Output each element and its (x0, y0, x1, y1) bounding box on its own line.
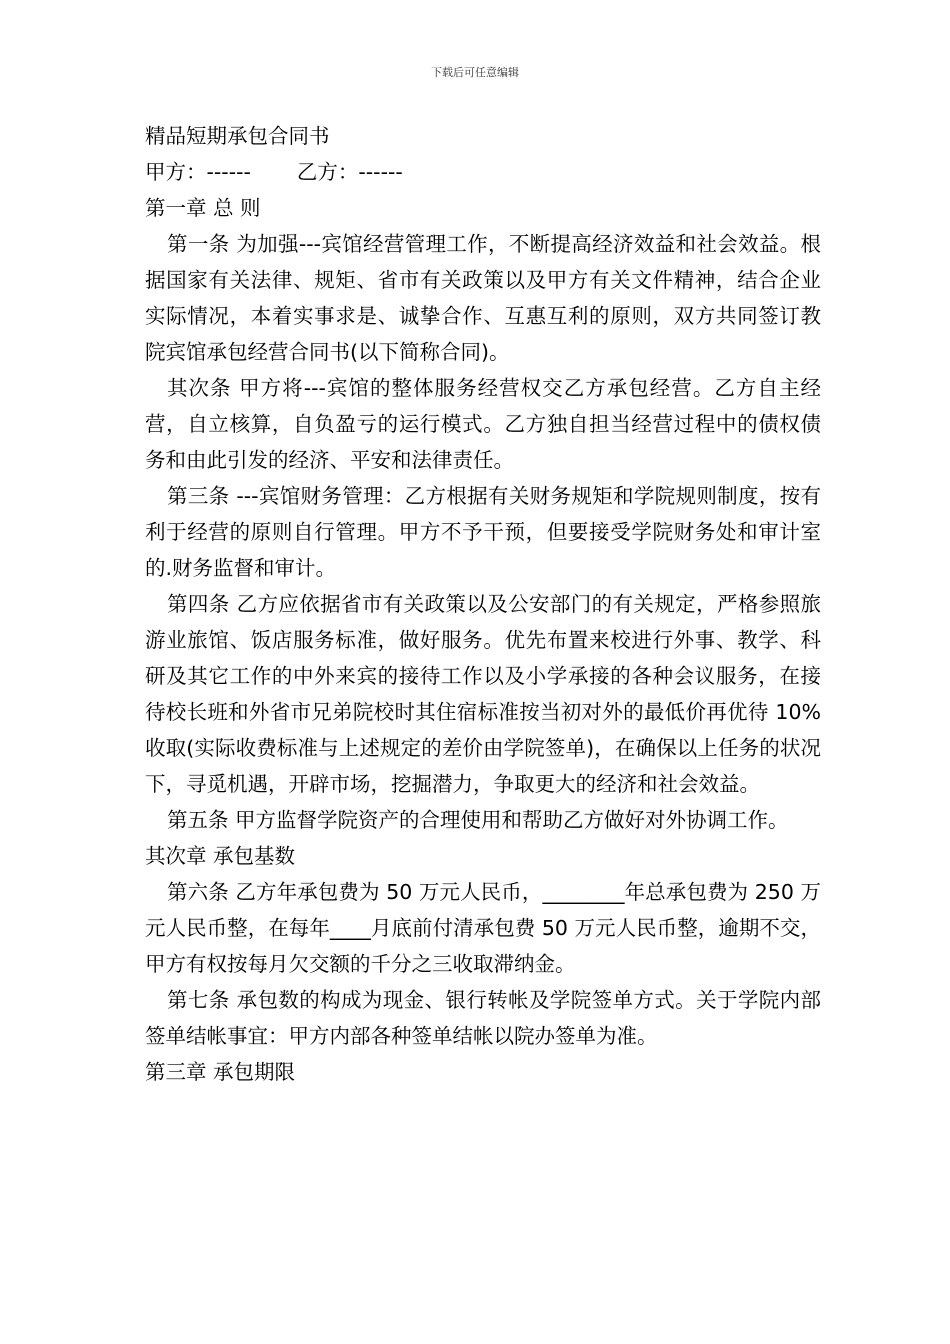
chapter-heading-2: 其次章 承包基数 (145, 844, 296, 868)
article-4: 第四条 乙方应依据省市有关政策以及公安部门的有关规定，严格参照旅游业旅馆、饭店服务标准，做好服务。优先布置来校进行外事、教学、科研及其它工作的中外来宾的接待工作以及小学承接的各种会议服务，在接待校长班和外省市兄弟院校时其住宿标准按当初对外的最低价再优待 10%收取(实际收费标准与上述规定的差价由学院签单)，在确保以上任务的状况下，寻觅机遇，开辟市场，挖掘潜力，争取更大的经济和社会效益。 (145, 592, 821, 796)
party-b: 乙方：------ (296, 160, 403, 184)
document-title: 精品短期承包合同书 (145, 124, 330, 148)
article-5: 第五条 甲方监督学院资产的合理使用和帮助乙方做好对外协调工作。 (167, 808, 789, 832)
article-1: 第一条 为加强---宾馆经营管理工作，不断提高经济效益和社会效益。根据国家有关法律、规矩、省市有关政策以及甲方有关文件精神，结合企业实际情况，本着实事求是、诚挚合作、互惠互利的原则，双方共同签订教院宾馆承包经营合同书(以下简称合同)。 (145, 232, 821, 364)
article-3: 第三条 ---宾馆财务管理：乙方根据有关财务规矩和学院规则制度，按有利于经营的原则自行管理。甲方不予干预，但要接受学院财务处和审计室的.财务监督和审计。 (145, 484, 821, 580)
page-header-note: 下载后可任意编辑 (431, 66, 519, 79)
document-body (145, 118, 821, 1090)
chapter-heading-1: 第一章 总 则 (145, 196, 261, 220)
chapter-heading-3: 第三章 承包期限 (145, 1060, 296, 1084)
article-7: 第七条 承包数的构成为现金、银行转帐及学院签单方式。关于学院内部签单结帐事宜：甲方内部各种签单结帐以院办签单为准。 (145, 988, 821, 1048)
party-a: 甲方：------ (145, 160, 251, 184)
parties-line (145, 154, 821, 190)
article-2: 其次条 甲方将---宾馆的整体服务经营权交乙方承包经营。乙方自主经营，自立核算，自负盈亏的运行模式。乙方独自担当经营过程中的债权债务和由此引发的经济、平安和法律责任。 (145, 376, 821, 472)
article-6: 第六条 乙方年承包费为 50 万元人民币，________年总承包费为 250 万元人民币整，在每年____月底前付清承包费 50 万元人民币整，逾期不交，甲方有权按每月欠交额的千分之三收取滞纳金。 (145, 880, 821, 976)
